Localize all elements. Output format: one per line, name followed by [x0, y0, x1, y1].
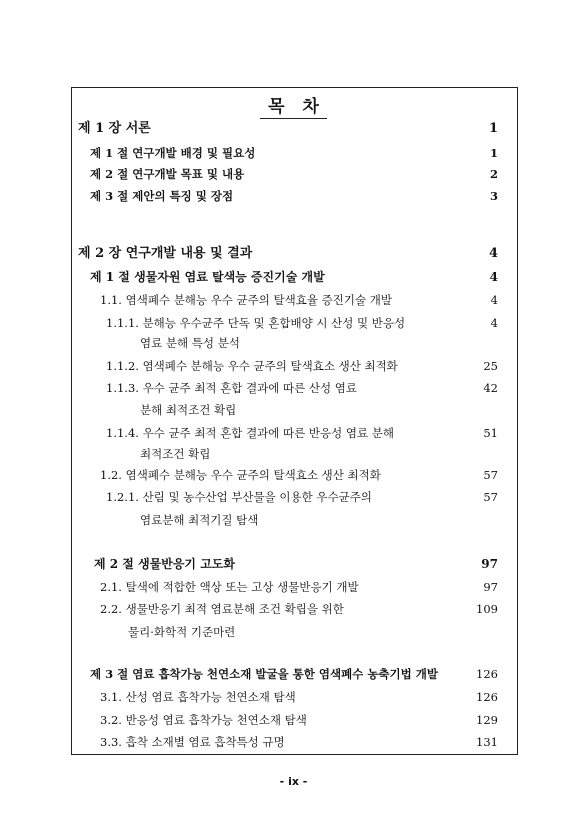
toc-entry-text: 분해 최적조건 확립: [140, 403, 237, 417]
toc-entry-text: 3.3. 흡착 소재별 염료 흡착특성 규명: [100, 735, 285, 749]
toc-page-number: 57: [483, 468, 498, 482]
toc-page-number: 51: [483, 426, 498, 440]
toc-entry-text: 염료 분해 특성 분석: [140, 336, 240, 350]
toc-page-number: 131: [476, 735, 498, 749]
toc-page-number: 97: [481, 557, 498, 571]
toc-entry-text: 3.2. 반응성 염료 흡착가능 천연소재 탐색: [100, 713, 307, 727]
toc-entry-text: 1.1.2. 염색폐수 분해능 우수 균주의 탈색효소 생산 최적화: [106, 359, 398, 373]
toc-page-number: 129: [476, 713, 498, 727]
page-title: 목 차: [0, 92, 587, 117]
toc-entry-text: 1.2.1. 산림 및 농수산업 부산물을 이용한 우수균주의: [106, 490, 372, 504]
toc-entry-text: 최적조건 확립: [140, 447, 211, 461]
toc-entry-text: 물리·화학적 기준마련: [128, 625, 236, 639]
toc-entry-text: 염료분해 최적기질 탐색: [140, 513, 259, 527]
toc-page-number: 42: [483, 381, 498, 395]
toc-page-number: 4: [490, 316, 498, 330]
toc-entry-text: 제 3 절 제안의 특징 및 장점: [90, 189, 234, 203]
toc-page-number: 2: [489, 167, 498, 181]
toc-page-number: 126: [476, 667, 498, 681]
toc-page-number: 4: [488, 246, 498, 261]
toc-entry-text: 제 2 절 생물반응기 고도화: [94, 557, 235, 571]
toc-entry-text: 3.1. 산성 염료 흡착가능 천연소재 탐색: [100, 690, 296, 704]
toc-page-number: 4: [490, 293, 498, 307]
toc-page-number: 97: [483, 580, 498, 594]
toc-entry-text: 2.1. 탈색에 적합한 액상 또는 고상 생물반응기 개발: [100, 580, 359, 594]
toc-entry-text: 2.2. 생물반응기 최적 염료분해 조건 확립을 위한: [100, 602, 344, 616]
toc-entry-text: 제 2 장 연구개발 내용 및 결과: [78, 246, 253, 261]
toc-entry-text: 제 1 절 연구개발 배경 및 필요성: [90, 146, 256, 160]
toc-entry-text: 1.1. 염색폐수 분해능 우수 균주의 탈색효율 증진기술 개발: [100, 293, 392, 307]
toc-entry-text: 제 2 절 연구개발 목표 및 내용: [90, 167, 245, 181]
toc-page-number: 25: [483, 359, 498, 373]
page-footer-number: - ix -: [279, 775, 308, 788]
toc-entry-text: 제 3 절 염료 흡착가능 천연소재 발굴을 통한 염색폐수 농축기법 개발: [90, 667, 438, 681]
toc-entry-text: 1.2. 염색폐수 분해능 우수 균주의 탈색효소 생산 최적화: [100, 468, 381, 482]
toc-page-number: 126: [476, 690, 498, 704]
toc-entry-text: 제 1 절 생물자원 염료 탈색능 증진기술 개발: [90, 270, 325, 284]
toc-frame: [71, 87, 518, 755]
toc-entry-text: 1.1.1. 분해능 우수균주 단독 및 혼합배양 시 산성 및 반응성: [106, 316, 406, 330]
toc-page-number: 57: [483, 490, 498, 504]
toc-entry-text: 제 1 장 서론: [78, 121, 151, 136]
toc-page-number: 109: [476, 602, 498, 616]
toc-page-number: 4: [489, 270, 498, 284]
toc-page-number: 1: [489, 146, 498, 160]
toc-entry-text: 1.1.4. 우수 균주 최적 혼합 결과에 따른 반응성 염료 분해: [106, 426, 394, 440]
toc-entry-text: 1.1.3. 우수 균주 최적 혼합 결과에 따른 산성 염료: [106, 381, 358, 395]
toc-page-number: 3: [489, 189, 498, 203]
toc-page-number: 1: [488, 121, 498, 136]
